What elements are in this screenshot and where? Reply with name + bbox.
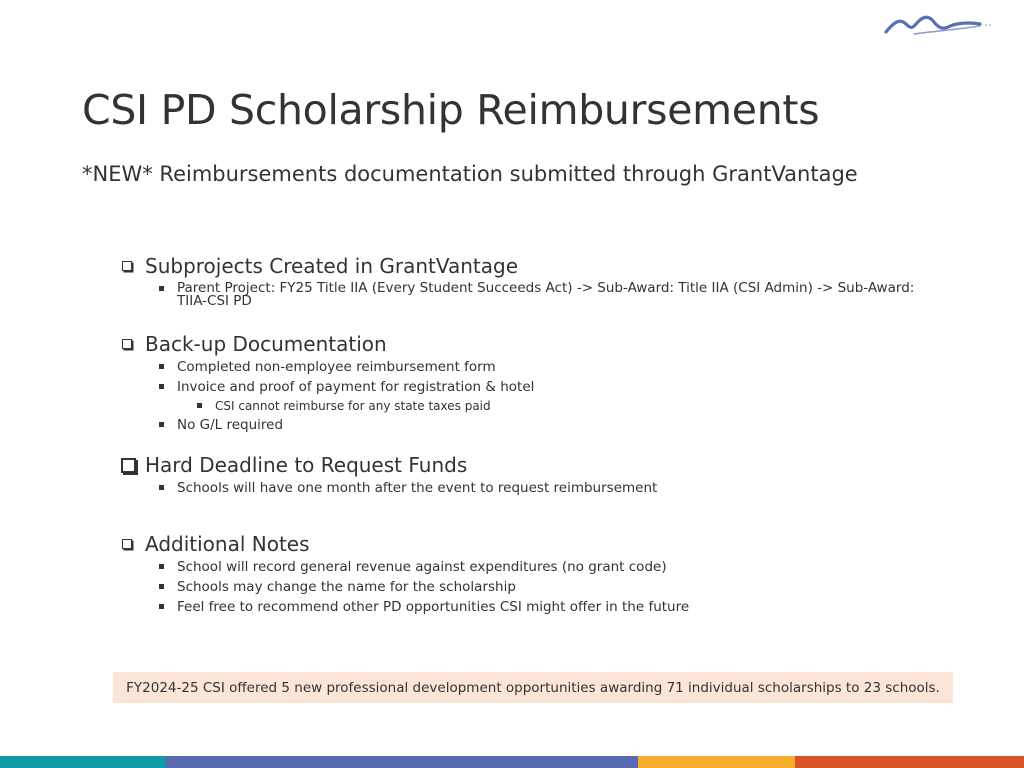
slide-subtitle: *NEW* Reimbursements documentation submitted through GrantVantage (82, 162, 858, 186)
list-item: Schools may change the name for the scholarship (159, 580, 940, 595)
section-additional-notes (120, 532, 940, 620)
square-bullet-icon (159, 422, 164, 427)
list-item: Schools will have one month after the event to request reimbursement (159, 481, 940, 496)
footer-segment-gold (638, 756, 795, 768)
checkbox-square-icon (122, 339, 132, 349)
section-heading (120, 254, 940, 278)
section-heading (120, 332, 940, 356)
square-bullet-icon (159, 584, 164, 589)
list-item: School will record general revenue against expenditures (no grant code) (159, 560, 940, 575)
checkbox-square-icon (121, 458, 136, 473)
square-bullet-icon (159, 604, 164, 609)
square-bullet-icon (159, 364, 164, 369)
summary-callout (113, 672, 953, 703)
section-heading-label: Hard Deadline to Request Funds (145, 453, 468, 477)
section-hard-deadline (120, 453, 940, 501)
slide-title: CSI PD Scholarship Reimbursements (82, 86, 820, 134)
footer-segment-teal (0, 756, 166, 768)
footer-segment-red (795, 756, 1024, 768)
square-bullet-icon (159, 384, 164, 389)
square-bullet-icon (159, 286, 164, 291)
square-bullet-icon (159, 485, 164, 490)
sub-list-item: CSI cannot reimburse for any state taxes paid (197, 399, 940, 413)
square-bullet-icon (197, 403, 202, 408)
summary-callout-text: FY2024-25 CSI offered 5 new professional development opportunities awarding 71 individual scholarships to 23 schools. (126, 679, 940, 696)
section-heading-label: Additional Notes (145, 532, 310, 556)
checkbox-square-icon (122, 539, 132, 549)
section-backup-documentation (120, 332, 940, 438)
list-item: Completed non-employee reimbursement form (159, 360, 940, 375)
section-heading-label: Subprojects Created in GrantVantage (145, 254, 519, 278)
square-bullet-icon (159, 564, 164, 569)
section-heading (120, 532, 940, 556)
list-item: No G/L required (159, 418, 940, 433)
footer-color-bar (0, 756, 1024, 768)
mountain-logo-icon (884, 12, 996, 38)
checkbox-square-icon (122, 261, 132, 271)
section-heading-label: Back-up Documentation (145, 332, 387, 356)
list-item: Parent Project: FY25 Title IIA (Every Student Succeeds Act) -> Sub-Award: Title IIA (CSI Admin) -> Sub-Award: TIIA-CSI PD (159, 282, 940, 308)
footer-segment-blue (166, 756, 638, 768)
list-item: Invoice and proof of payment for registration & hotel CSI cannot reimburse for any state taxes paid (159, 380, 940, 413)
section-heading (120, 453, 940, 477)
list-item: Feel free to recommend other PD opportunities CSI might offer in the future (159, 600, 940, 615)
section-subprojects (120, 254, 940, 313)
